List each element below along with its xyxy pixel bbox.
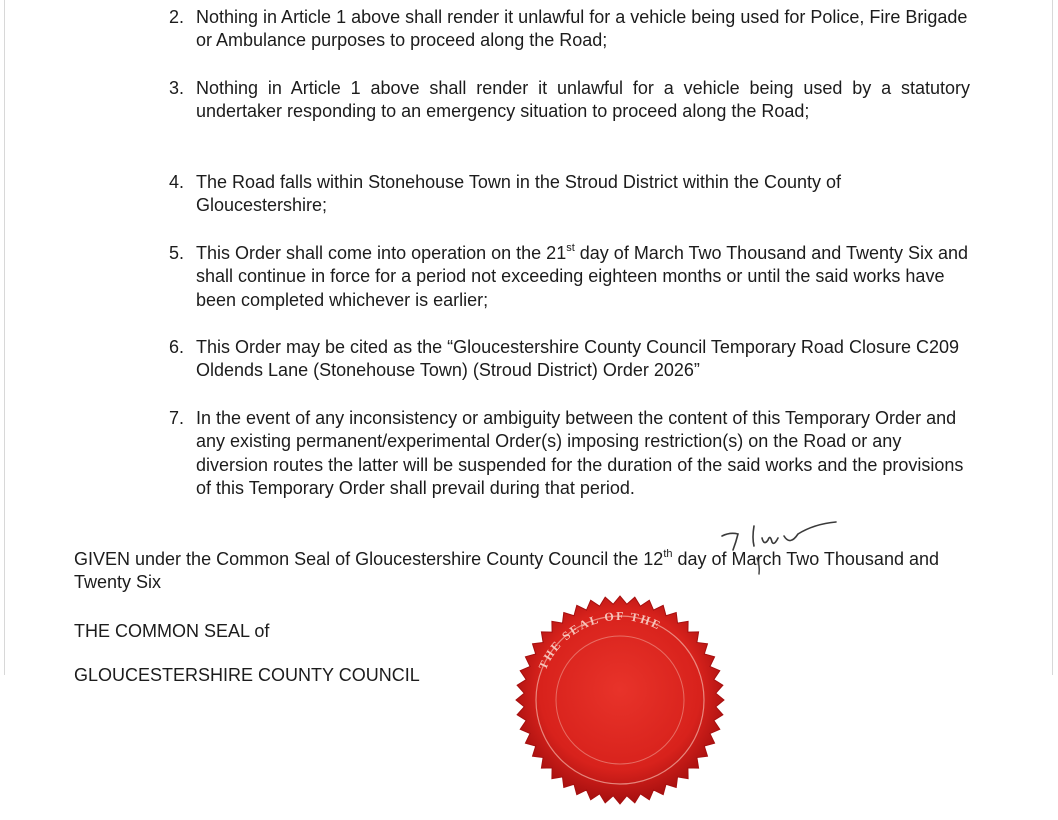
item-text: Nothing in Article 1 above shall render it unlawful for a vehicle being used by a statutory undertaker responding to an emergency situation to proceed along the Road; [196,78,970,122]
item-text: The Road falls within Stonehouse Town in the Stroud District within the County of Gloucestershire; [196,172,842,216]
item-text: In the event of any inconsistency or ambiguity between the content of this Temporary Order and any existing permanent/experimental Order(s) imposing restriction(s) on the Road or any diversion routes the latter will be suspended for the duration of the said works and the provisions of this Temporary Order shall prevail during that period. [196,408,964,499]
item-number: 7. [168,408,184,428]
list-item [160,171,970,219]
list-item [160,242,970,313]
seal-caption-line-2: GLOUCESTERSHIRE COUNTY COUNCIL [74,665,420,685]
item-text [196,242,970,312]
common-seal-icon [500,580,740,820]
item-number: 4. [168,172,184,192]
item-number: 2. [168,7,184,27]
scan-edge-right [1052,0,1053,675]
item-text: This Order may be cited as the “Gloucestershire County Council Temporary Road Closure C209 Oldends Lane (Stonehouse Town) (Stroud District) Order 2026” [196,337,960,381]
given-text-part: day of March Two Thousand and Twenty Six [74,549,940,593]
seal-body [516,596,724,804]
list-item [160,6,970,54]
seal-caption-line-1: THE COMMON SEAL of [74,621,270,641]
item-text-part: day of March Two Thousand and Twenty Six and shall continue in force for a period not exceeding eighteen months or until the said works have been completed whichever is earlier; [196,243,969,310]
given-text-part: GIVEN under the Common Seal of Gloucestershire County Council the 12 [74,549,664,569]
list-item [160,77,970,148]
item-number: 6. [168,337,184,357]
item-text: Nothing in Article 1 above shall render it unlawful for a vehicle being used for Police, Fire Brigade or Ambulance purposes to proceed along the Road; [196,7,968,51]
seal-lettering: THE SEAL OF THE [535,608,665,672]
item-number: 3. [168,78,184,98]
handwritten-correction-mark [754,556,768,576]
item-number: 5. [168,243,184,263]
ordinal-suffix: th [663,548,673,560]
list-item [160,407,970,525]
list-item [160,336,970,384]
ordinal-suffix: st [566,242,575,254]
scan-edge-left [4,0,5,675]
item-text-part: This Order shall come into operation on the 21 [196,243,567,263]
